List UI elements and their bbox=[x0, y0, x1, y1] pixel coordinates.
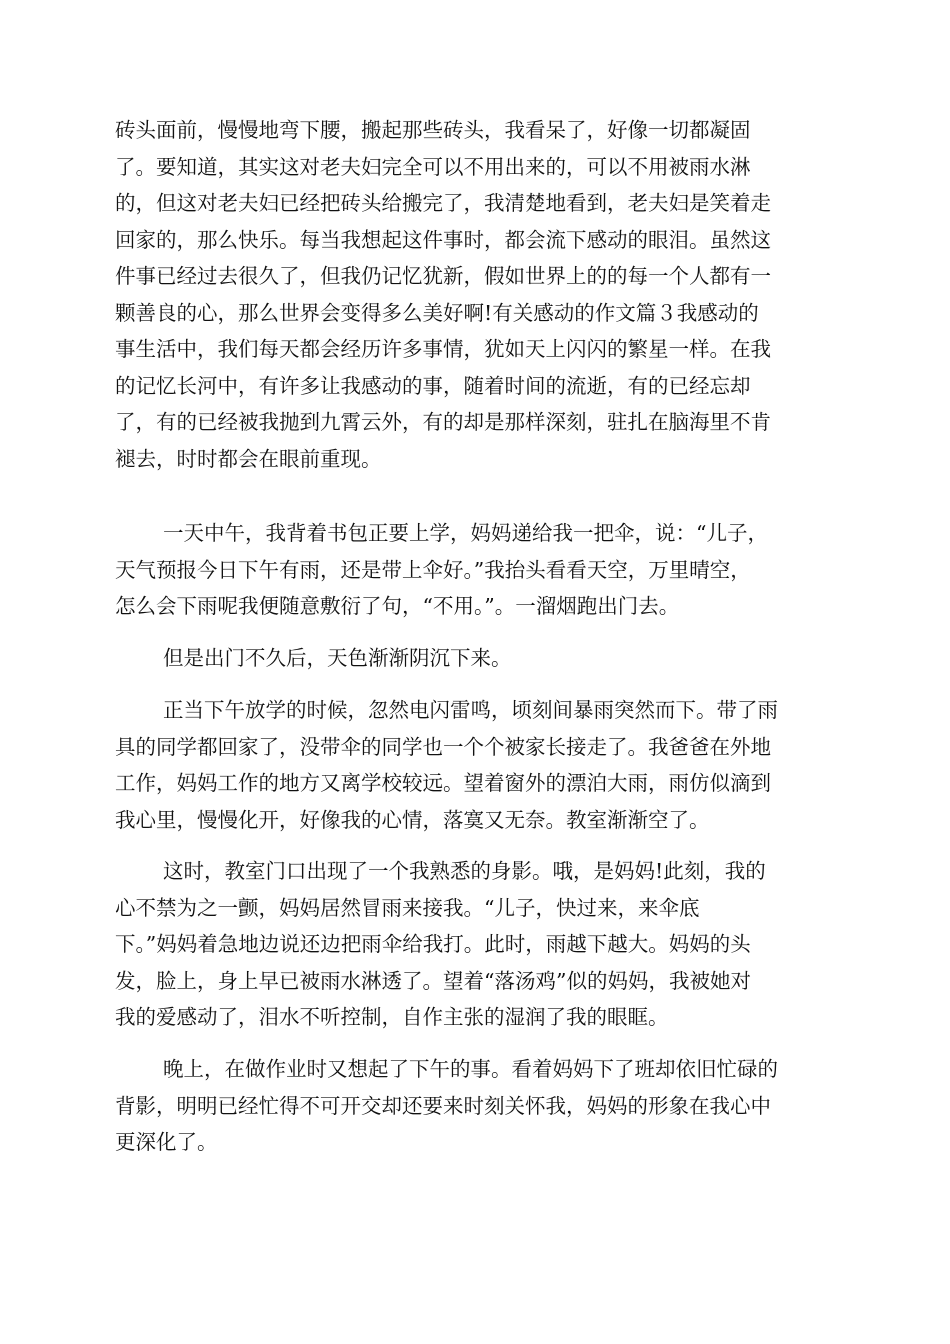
paragraph-line: 正当下午放学的时候，忽然电闪雷鸣，顷刻间暴雨突然而下。带了雨 bbox=[163, 698, 778, 722]
paragraph-line: 褪去，时时都会在眼前重现。 bbox=[115, 446, 382, 471]
paragraph-line: 怎么会下雨呢我便随意敷衍了句，“不用。”。一溜烟跑出门去。 bbox=[115, 594, 680, 618]
paragraph-line: 天气预报今日下午有雨，还是带上伞好。”我抬头看看天空，万里晴空， bbox=[115, 557, 751, 582]
paragraph-line: 了，有的已经被我抛到九霄云外，有的却是那样深刻，驻扎在脑海里不肯 bbox=[115, 410, 771, 434]
paragraph-line: 颗善良的心，那么世界会变得多么美好啊!有关感动的作文篇３我感动的 bbox=[115, 300, 759, 325]
paragraph-2 bbox=[115, 515, 835, 625]
paragraph-line: 更深化了。 bbox=[115, 1130, 218, 1154]
paragraph-line: 的记忆长河中，有许多让我感动的事，随着时间的流逝，有的已经忘却 bbox=[115, 373, 751, 398]
paragraph-line: 了。要知道，其实这对老夫妇完全可以不用出来的，可以不用被雨水淋 bbox=[115, 154, 751, 179]
paragraph-line: 但是出门不久后，天色渐渐阴沉下来。 bbox=[163, 646, 512, 670]
paragraph-line: 的，但这对老夫妇已经把砖头给搬完了，我清楚地看到，老夫妇是笑着走 bbox=[115, 191, 771, 215]
paragraph-line: 发，脸上，身上早已被雨水淋透了。望着“落汤鸡”似的妈妈，我被她对 bbox=[115, 968, 751, 993]
paragraph-1 bbox=[115, 112, 835, 477]
paragraph-line: 心不禁为之一颤，妈妈居然冒雨来接我。“儿子，快过来，来伞底 bbox=[115, 895, 700, 920]
paragraph-6 bbox=[115, 1051, 835, 1161]
paragraph-3 bbox=[115, 640, 835, 677]
paragraph-line: 回家的，那么快乐。每当我想起这件事时，都会流下感动的眼泪。虽然这 bbox=[115, 227, 771, 252]
paragraph-line: 背影，明明已经忙得不可开交却还要来时刻关怀我，妈妈的形象在我心中 bbox=[115, 1093, 771, 1118]
paragraph-line: 我的爱感动了，泪水不听控制，自作主张的湿润了我的眼眶。 bbox=[115, 1005, 669, 1029]
paragraph-line: 具的同学都回家了，没带伞的同学也一个个被家长接走了。我爸爸在外地 bbox=[115, 734, 771, 759]
paragraph-line: 晚上，在做作业时又想起了下午的事。看着妈妈下了班却依旧忙碌的 bbox=[163, 1057, 778, 1081]
paragraph-line: 我心里，慢慢化开，好像我的心情，落寞又无奈。教室渐渐空了。 bbox=[115, 807, 710, 832]
paragraph-line: 一天中午，我背着书包正要上学，妈妈递给我一把伞，说：“儿子， bbox=[163, 521, 768, 545]
paragraph-line: 砖头面前，慢慢地弯下腰，搬起那些砖头，我看呆了，好像一切都凝固 bbox=[115, 118, 751, 142]
paragraph-line: 工作，妈妈工作的地方又离学校较远。望着窗外的漂泊大雨，雨仿似滴到 bbox=[115, 771, 771, 795]
paragraph-5 bbox=[115, 853, 835, 1036]
paragraph-line: 下。”妈妈着急地边说还边把雨伞给我打。此时，雨越下越大。妈妈的头 bbox=[115, 932, 751, 956]
paragraph-line: 这时，教室门口出现了一个我熟悉的身影。哦，是妈妈!此刻，我的 bbox=[163, 859, 766, 883]
paragraph-4 bbox=[115, 692, 835, 838]
paragraph-line: 件事已经过去很久了，但我仍记忆犹新，假如世界上的的每一个人都有一 bbox=[115, 264, 771, 288]
paragraph-line: 事生活中，我们每天都会经历许多事情，犹如天上闪闪的繁星一样。在我 bbox=[115, 337, 771, 361]
